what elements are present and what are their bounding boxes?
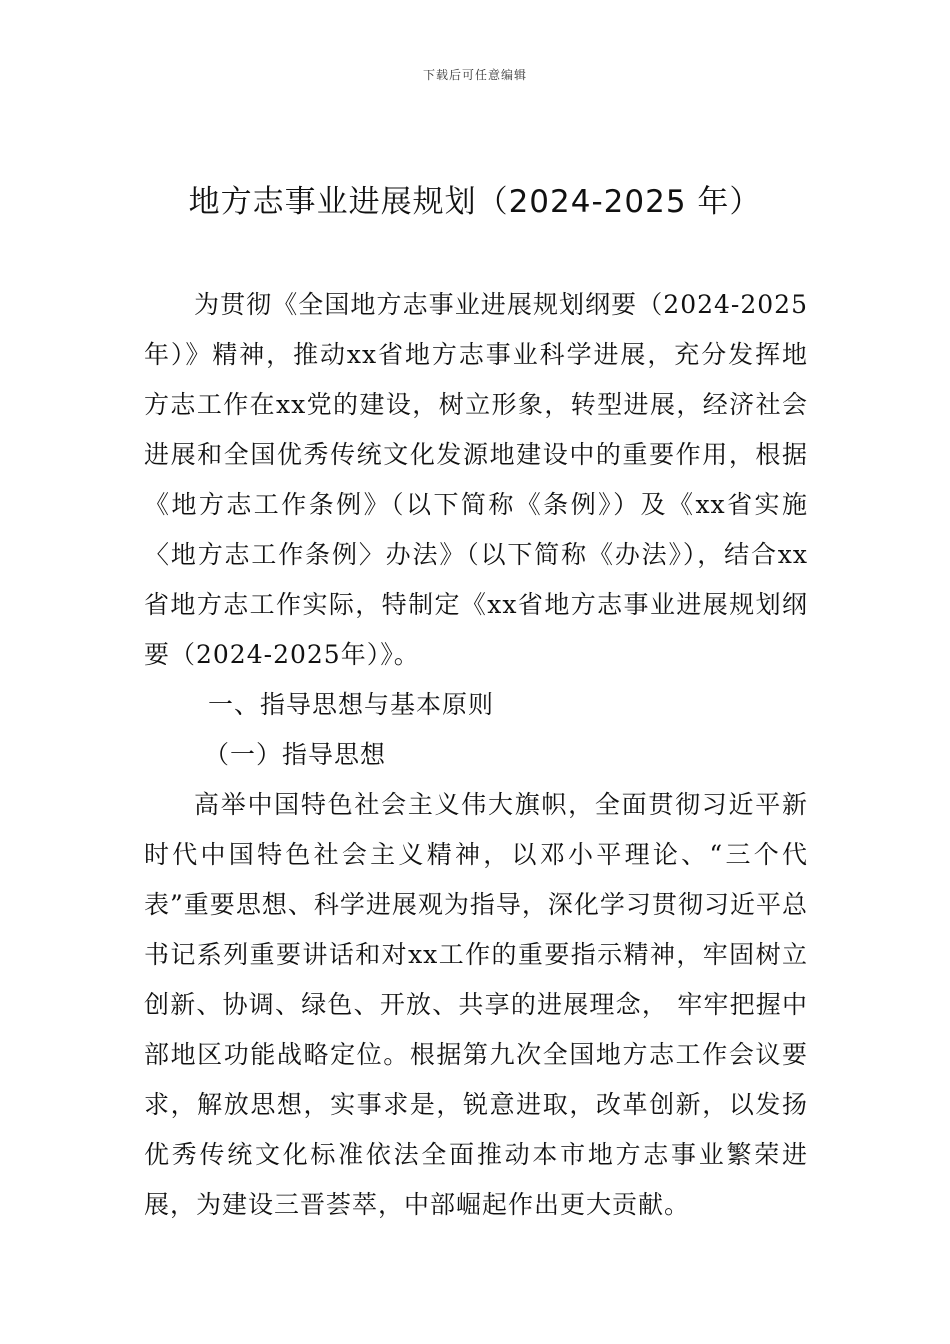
document-body [144, 280, 808, 1230]
intro-paragraph: 为贯彻《全国地方志事业进展规划纲要（2024-2025年）》精神，推动xx省地方志事业科学进展，充分发挥地方志工作在xx党的建设，树立形象，转型进展，经济社会进展和全国优秀传统文化发源地建设中的重要作用，根据《地方志工作条例》（以下简称《条例》）及《xx省实施〈地方志工作条例〉办法》（以下简称《办法》），结合xx省地方志工作实际，特制定《xx省地方志事业进展规划纲要（2024-2025年）》。 [144, 290, 808, 669]
section-heading: 一、指导思想与基本原则 [208, 690, 495, 719]
document-title: 地方志事业进展规划（2024-2025 年） [188, 184, 762, 220]
subsection-heading: （一）指导思想 [204, 740, 387, 769]
header-note: 下载后可任意编辑 [422, 68, 527, 82]
guiding-thought-paragraph: 高举中国特色社会主义伟大旗帜，全面贯彻习近平新时代中国特色社会主义精神，以邓小平理论、“三个代表”重要思想、科学进展观为指导，深化学习贯彻习近平总书记系列重要讲话和对xx工作的重要指示精神，牢固树立创新、协调、绿色、开放、共享的进展理念， 牢牢把握中部地区功能战略定位。根据第九次全国地方志工作会议要求，解放思想，实事求是，锐意进取，改革创新，以发扬优秀传统文化标准依法全面推动本市地方志事业繁荣进展，为建设三晋荟萃，中部崛起作出更大贡献。 [144, 790, 808, 1219]
